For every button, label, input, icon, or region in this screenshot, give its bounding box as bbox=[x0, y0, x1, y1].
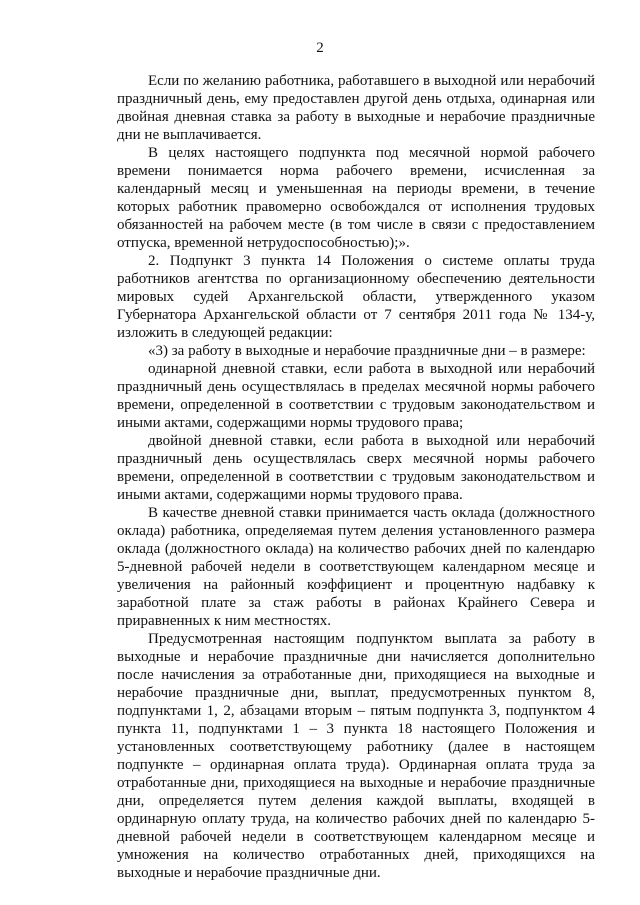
paragraph-single-rate: одинарной дневной ставки, если работа в выходной или нерабочий праздничный день осуществлялась в пределах месячной нормы рабочего времени, определенной в соответствии с трудовым законодательством и иными актами, содержащими нормы трудового права; bbox=[117, 361, 595, 431]
document-body bbox=[117, 72, 595, 882]
paragraph-monthly-norm-definition: В целях настоящего подпункта под месячной нормой рабочего времени понимается норма рабочего времени, исчисленная за календарный месяц и уменьшенная на периоды времени, в течение которых работник правомерно освобождался от исполнения трудовых обязанностей на рабочем месте (в том числе в связи с предоставлением отпуска, временной нетрудоспособностью);». bbox=[117, 145, 595, 251]
paragraph-ordinary-pay-calculation: Предусмотренная настоящим подпунктом выплата за работу в выходные и нерабочие праздничные дни начисляется дополнительно после начисления за отработанные дни, приходящиеся на выходные и нерабочие праздничные дни, выплат, предусмотренных пунктом 8, подпунктами 1, 2, абзацами вторым – пятым подпункта 3, подпунктом 4 пункта 11, подпунктами 1 – 3 пункта 18 настоящего Положения и установленных соответствующему работнику (далее в настоящем подпункте – ординарная оплата труда). Ординарная оплата труда за отработанные дни, приходящиеся на выходные и нерабочие праздничные дни, определяется путем деления каждой выплаты, входящей в ординарную оплату труда, на количество рабочих дней по календарю 5-дневной рабочей недели в соответствующем календарном месяце и умножения на количество отработанных дней, приходящихся на выходные и нерабочие праздничные дни. bbox=[117, 631, 595, 881]
paragraph-amendment-item-2: 2. Подпункт 3 пункта 14 Положения о системе оплаты труда работников агентства по организационному обеспечению деятельности мировых судей Архангельской области, утвержденного указом Губернатора Архангельской области от 7 сентября 2011 года № 134-у, изложить в следующей редакции: bbox=[117, 253, 595, 341]
paragraph-day-off-exception: Если по желанию работника, работавшего в выходной или нерабочий праздничный день, ему предоставлен другой день отдыха, одинарная или двойная дневная ставка за работу в выходные и нерабочие праздничные дни не выплачивается. bbox=[117, 73, 595, 143]
paragraph-subitem-3-intro: «3) за работу в выходные и нерабочие праздничные дни – в размере: bbox=[148, 343, 586, 359]
paragraph-daily-rate-definition: В качестве дневной ставки принимается часть оклада (должностного оклада) работника, определяемая путем деления установленного размера оклада (должностного оклада) на количество рабочих дней по календарю 5-дневной рабочей недели в соответствующем календарном месяце и увеличения на районный коэффициент и процентную надбавку к заработной плате за стаж работы в районах Крайнего Севера и приравненных к ним местностях. bbox=[117, 505, 595, 629]
paragraph-double-rate: двойной дневной ставки, если работа в выходной или нерабочий праздничный день осуществлялась сверх месячной нормы рабочего времени, определенной в соответствии с трудовым законодательством и иными актами, содержащими нормы трудового права. bbox=[117, 433, 595, 503]
page-number: 2 bbox=[316, 40, 324, 56]
